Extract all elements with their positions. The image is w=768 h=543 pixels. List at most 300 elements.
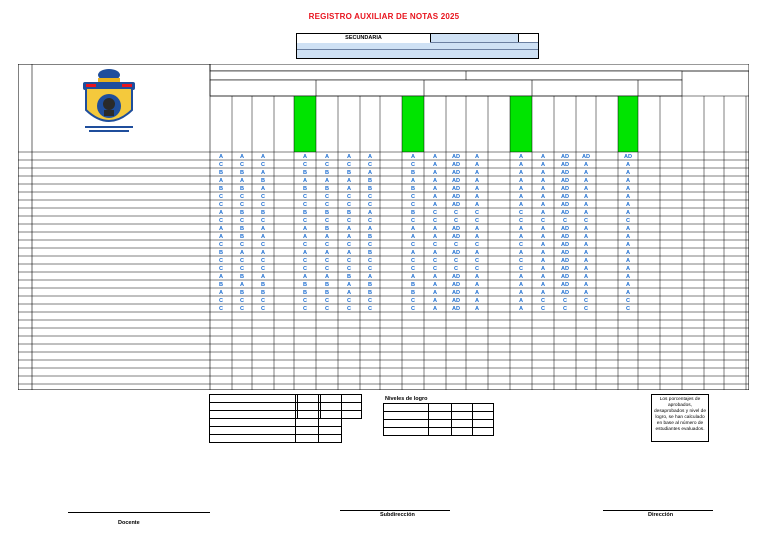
grade-cell[interactable]: C bbox=[410, 298, 416, 305]
grade-cell[interactable]: C bbox=[260, 266, 266, 273]
grade-cell[interactable]: C bbox=[260, 194, 266, 201]
grade-cell[interactable]: C bbox=[432, 258, 438, 265]
grade-cell[interactable]: A bbox=[218, 210, 224, 217]
grade-cell[interactable]: A bbox=[518, 154, 524, 161]
grade-cell[interactable]: C bbox=[540, 298, 546, 305]
grade-cell[interactable]: A bbox=[540, 210, 546, 217]
grade-cell[interactable]: C bbox=[367, 194, 373, 201]
grade-cell[interactable]: A bbox=[583, 186, 589, 193]
grade-cell[interactable]: B bbox=[367, 282, 373, 289]
grade-cell[interactable]: A bbox=[432, 194, 438, 201]
grade-cell[interactable]: C bbox=[346, 202, 352, 209]
grade-cell[interactable]: C bbox=[302, 218, 308, 225]
grade-cell[interactable]: C bbox=[239, 162, 245, 169]
grade-cell[interactable]: A bbox=[239, 282, 245, 289]
grade-cell[interactable]: B bbox=[324, 282, 330, 289]
grade-cell[interactable]: A bbox=[474, 170, 480, 177]
grade-cell[interactable]: B bbox=[367, 186, 373, 193]
grade-cell[interactable]: B bbox=[239, 234, 245, 241]
grade-cell[interactable]: AD bbox=[560, 154, 570, 161]
grade-cell[interactable]: AD bbox=[560, 274, 570, 281]
grade-cell[interactable]: B bbox=[239, 170, 245, 177]
grade-cell[interactable]: AD bbox=[451, 290, 461, 297]
grade-cell[interactable]: A bbox=[239, 178, 245, 185]
grade-cell[interactable]: C bbox=[218, 162, 224, 169]
grade-cell[interactable]: A bbox=[324, 250, 330, 257]
grade-cell[interactable]: C bbox=[432, 266, 438, 273]
grade-cell[interactable]: A bbox=[583, 258, 589, 265]
grade-cell[interactable]: A bbox=[302, 178, 308, 185]
grade-cell[interactable]: C bbox=[367, 258, 373, 265]
grade-cell[interactable]: A bbox=[260, 234, 266, 241]
grade-cell[interactable]: A bbox=[518, 234, 524, 241]
grade-cell[interactable]: C bbox=[324, 258, 330, 265]
grade-cell[interactable]: A bbox=[410, 154, 416, 161]
grade-cell[interactable]: A bbox=[346, 154, 352, 161]
grade-cell[interactable]: AD bbox=[451, 194, 461, 201]
grade-cell[interactable]: C bbox=[453, 210, 459, 217]
grade-cell[interactable]: A bbox=[346, 250, 352, 257]
grade-cell[interactable]: A bbox=[432, 282, 438, 289]
grade-cell[interactable]: AD bbox=[451, 186, 461, 193]
grade-cell[interactable]: A bbox=[324, 274, 330, 281]
grade-cell[interactable]: C bbox=[410, 258, 416, 265]
grade-cell[interactable]: AD bbox=[451, 250, 461, 257]
grade-cell[interactable]: C bbox=[518, 242, 524, 249]
grade-cell[interactable]: C bbox=[474, 266, 480, 273]
grade-cell[interactable]: C bbox=[583, 306, 589, 313]
grade-cell[interactable]: C bbox=[432, 218, 438, 225]
grade-cell[interactable]: A bbox=[302, 226, 308, 233]
grade-cell[interactable]: C bbox=[218, 258, 224, 265]
grade-cell[interactable]: B bbox=[302, 186, 308, 193]
grade-cell[interactable]: C bbox=[453, 242, 459, 249]
grade-cell[interactable]: B bbox=[367, 178, 373, 185]
grade-cell[interactable]: C bbox=[410, 242, 416, 249]
grade-cell[interactable]: A bbox=[625, 178, 631, 185]
grade-cell[interactable]: B bbox=[260, 178, 266, 185]
grade-cell[interactable]: A bbox=[518, 178, 524, 185]
grade-cell[interactable]: A bbox=[625, 226, 631, 233]
grade-cell[interactable]: A bbox=[518, 282, 524, 289]
grade-cell[interactable]: A bbox=[302, 250, 308, 257]
grade-cell[interactable]: C bbox=[218, 306, 224, 313]
grade-cell[interactable]: B bbox=[239, 274, 245, 281]
grade-cell[interactable]: B bbox=[239, 210, 245, 217]
grade-cell[interactable]: B bbox=[346, 274, 352, 281]
grade-cell[interactable]: A bbox=[474, 202, 480, 209]
grade-cell[interactable]: C bbox=[239, 266, 245, 273]
grade-cell[interactable]: A bbox=[518, 170, 524, 177]
grade-cell[interactable]: A bbox=[583, 274, 589, 281]
grade-cell[interactable]: AD bbox=[451, 162, 461, 169]
grade-cell[interactable]: C bbox=[218, 218, 224, 225]
grade-cell[interactable]: C bbox=[218, 202, 224, 209]
grade-cell[interactable]: C bbox=[346, 298, 352, 305]
grade-cell[interactable]: A bbox=[432, 250, 438, 257]
grade-cell[interactable]: AD bbox=[451, 298, 461, 305]
grade-cell[interactable]: A bbox=[518, 250, 524, 257]
grade-cell[interactable]: A bbox=[540, 154, 546, 161]
grade-cell[interactable]: A bbox=[625, 290, 631, 297]
grade-cell[interactable]: A bbox=[260, 170, 266, 177]
grade-cell[interactable]: A bbox=[239, 250, 245, 257]
grade-cell[interactable]: C bbox=[324, 162, 330, 169]
grade-cell[interactable]: A bbox=[474, 282, 480, 289]
grade-cell[interactable]: A bbox=[583, 266, 589, 273]
grade-cell[interactable]: AD bbox=[451, 306, 461, 313]
grade-cell[interactable]: B bbox=[239, 186, 245, 193]
grade-cell[interactable]: A bbox=[346, 226, 352, 233]
grade-cell[interactable]: C bbox=[474, 210, 480, 217]
grade-cell[interactable]: B bbox=[302, 170, 308, 177]
grade-cell[interactable]: AD bbox=[581, 154, 591, 161]
grade-cell[interactable]: C bbox=[410, 194, 416, 201]
grade-cell[interactable]: AD bbox=[623, 154, 633, 161]
grade-cell[interactable]: A bbox=[410, 226, 416, 233]
grade-cell[interactable]: A bbox=[540, 162, 546, 169]
grade-cell[interactable]: C bbox=[474, 218, 480, 225]
grade-cell[interactable]: B bbox=[239, 226, 245, 233]
grade-cell[interactable]: B bbox=[260, 290, 266, 297]
grade-cell[interactable]: A bbox=[302, 274, 308, 281]
grade-cell[interactable]: A bbox=[518, 298, 524, 305]
grade-cell[interactable]: C bbox=[410, 218, 416, 225]
grade-cell[interactable]: B bbox=[367, 250, 373, 257]
grade-cell[interactable]: A bbox=[625, 234, 631, 241]
grade-cell[interactable]: C bbox=[367, 202, 373, 209]
grade-cell[interactable]: C bbox=[410, 266, 416, 273]
grade-cell[interactable]: A bbox=[540, 290, 546, 297]
grade-cell[interactable]: C bbox=[239, 242, 245, 249]
grade-cell[interactable]: A bbox=[583, 170, 589, 177]
grade-cell[interactable]: AD bbox=[451, 274, 461, 281]
grade-cell[interactable]: A bbox=[583, 210, 589, 217]
grade-cell[interactable]: AD bbox=[451, 282, 461, 289]
grade-cell[interactable]: A bbox=[239, 154, 245, 161]
grade-cell[interactable]: B bbox=[324, 170, 330, 177]
grade-cell[interactable]: A bbox=[583, 226, 589, 233]
grade-cell[interactable]: A bbox=[540, 242, 546, 249]
grade-cell[interactable]: A bbox=[540, 250, 546, 257]
grade-cell[interactable]: AD bbox=[560, 178, 570, 185]
grade-cell[interactable]: A bbox=[367, 274, 373, 281]
grade-cell[interactable]: A bbox=[260, 250, 266, 257]
grade-cell[interactable]: A bbox=[583, 178, 589, 185]
grade-cell[interactable]: A bbox=[474, 290, 480, 297]
grade-cell[interactable]: C bbox=[239, 298, 245, 305]
grade-cell[interactable]: C bbox=[260, 202, 266, 209]
grade-cell[interactable]: B bbox=[324, 210, 330, 217]
grade-cell[interactable]: A bbox=[410, 274, 416, 281]
grade-cell[interactable]: A bbox=[346, 178, 352, 185]
grade-cell[interactable]: A bbox=[625, 258, 631, 265]
grade-cell[interactable]: C bbox=[302, 306, 308, 313]
grade-cell[interactable]: AD bbox=[451, 154, 461, 161]
grade-cell[interactable]: A bbox=[583, 242, 589, 249]
grade-cell[interactable]: C bbox=[474, 242, 480, 249]
grade-cell[interactable]: A bbox=[474, 194, 480, 201]
grade-cell[interactable]: A bbox=[260, 154, 266, 161]
grade-cell[interactable]: A bbox=[540, 178, 546, 185]
grade-cell[interactable]: C bbox=[346, 162, 352, 169]
grade-cell[interactable]: C bbox=[302, 194, 308, 201]
grade-cell[interactable]: A bbox=[540, 170, 546, 177]
grade-cell[interactable]: A bbox=[218, 274, 224, 281]
grade-cell[interactable]: C bbox=[302, 242, 308, 249]
grade-cell[interactable]: A bbox=[540, 258, 546, 265]
grade-cell[interactable]: A bbox=[260, 186, 266, 193]
grade-cell[interactable]: A bbox=[583, 234, 589, 241]
grade-cell[interactable]: A bbox=[432, 298, 438, 305]
grade-cell[interactable]: C bbox=[625, 218, 631, 225]
grade-cell[interactable]: B bbox=[239, 290, 245, 297]
grade-cell[interactable]: C bbox=[367, 242, 373, 249]
grade-cell[interactable]: C bbox=[302, 162, 308, 169]
grade-cell[interactable]: A bbox=[218, 226, 224, 233]
grade-cell[interactable]: A bbox=[367, 170, 373, 177]
grade-cell[interactable]: A bbox=[474, 298, 480, 305]
grade-cell[interactable]: A bbox=[432, 202, 438, 209]
grade-cell[interactable]: A bbox=[540, 282, 546, 289]
grade-cell[interactable]: AD bbox=[451, 226, 461, 233]
grade-cell[interactable]: A bbox=[218, 178, 224, 185]
grade-cell[interactable]: A bbox=[367, 226, 373, 233]
grade-cell[interactable]: A bbox=[474, 234, 480, 241]
grade-cell[interactable]: B bbox=[346, 210, 352, 217]
grade-cell[interactable]: C bbox=[432, 242, 438, 249]
grade-cell[interactable]: A bbox=[260, 226, 266, 233]
grade-cell[interactable]: C bbox=[324, 218, 330, 225]
grade-cell[interactable]: B bbox=[367, 234, 373, 241]
grade-cell[interactable]: B bbox=[218, 282, 224, 289]
grade-cell[interactable]: AD bbox=[560, 186, 570, 193]
grade-cell[interactable]: C bbox=[239, 306, 245, 313]
grade-cell[interactable]: C bbox=[367, 306, 373, 313]
grade-cell[interactable]: C bbox=[453, 218, 459, 225]
grade-cell[interactable]: AD bbox=[451, 234, 461, 241]
grade-cell[interactable]: A bbox=[540, 202, 546, 209]
grade-cell[interactable]: C bbox=[346, 306, 352, 313]
grade-cell[interactable]: B bbox=[324, 290, 330, 297]
grade-cell[interactable]: C bbox=[218, 298, 224, 305]
grade-cell[interactable]: A bbox=[625, 210, 631, 217]
grade-cell[interactable]: C bbox=[583, 218, 589, 225]
grade-cell[interactable]: A bbox=[518, 290, 524, 297]
grade-cell[interactable]: B bbox=[302, 210, 308, 217]
grade-cell[interactable]: AD bbox=[560, 162, 570, 169]
grade-cell[interactable]: C bbox=[324, 194, 330, 201]
grade-cell[interactable]: C bbox=[453, 258, 459, 265]
grade-cell[interactable]: A bbox=[518, 274, 524, 281]
grade-cell[interactable]: A bbox=[432, 170, 438, 177]
grade-cell[interactable]: A bbox=[540, 186, 546, 193]
grade-cell[interactable]: A bbox=[410, 234, 416, 241]
grade-cell[interactable]: A bbox=[432, 226, 438, 233]
grade-cell[interactable]: C bbox=[410, 202, 416, 209]
grade-cell[interactable]: C bbox=[239, 258, 245, 265]
grade-cell[interactable]: C bbox=[218, 266, 224, 273]
grade-cell[interactable]: AD bbox=[560, 282, 570, 289]
grade-cell[interactable]: AD bbox=[560, 170, 570, 177]
grade-cell[interactable]: A bbox=[625, 194, 631, 201]
grade-cell[interactable]: A bbox=[367, 210, 373, 217]
grade-cell[interactable]: A bbox=[583, 290, 589, 297]
grade-cell[interactable]: C bbox=[324, 298, 330, 305]
grade-cell[interactable]: C bbox=[583, 298, 589, 305]
grade-cell[interactable]: C bbox=[324, 266, 330, 273]
grade-cell[interactable]: C bbox=[346, 266, 352, 273]
grade-cell[interactable]: A bbox=[518, 194, 524, 201]
grade-cell[interactable]: C bbox=[324, 202, 330, 209]
grade-cell[interactable]: C bbox=[367, 162, 373, 169]
grade-cell[interactable]: AD bbox=[451, 178, 461, 185]
grade-cell[interactable]: AD bbox=[451, 202, 461, 209]
grade-cell[interactable]: C bbox=[410, 306, 416, 313]
grade-cell[interactable]: C bbox=[260, 258, 266, 265]
grade-cell[interactable]: C bbox=[302, 258, 308, 265]
grade-cell[interactable]: AD bbox=[451, 170, 461, 177]
grade-cell[interactable]: A bbox=[625, 250, 631, 257]
grade-cell[interactable]: A bbox=[518, 162, 524, 169]
grade-cell[interactable]: B bbox=[302, 282, 308, 289]
grade-cell[interactable]: A bbox=[540, 266, 546, 273]
grade-cell[interactable]: A bbox=[583, 250, 589, 257]
grade-cell[interactable]: A bbox=[583, 282, 589, 289]
grade-cell[interactable]: C bbox=[302, 202, 308, 209]
grade-cell[interactable]: C bbox=[324, 306, 330, 313]
grade-cell[interactable]: C bbox=[302, 298, 308, 305]
grade-cell[interactable]: A bbox=[540, 274, 546, 281]
grade-cell[interactable]: B bbox=[410, 290, 416, 297]
grade-cell[interactable]: AD bbox=[560, 202, 570, 209]
grade-cell[interactable]: A bbox=[474, 306, 480, 313]
grade-cell[interactable]: C bbox=[260, 242, 266, 249]
grade-cell[interactable]: A bbox=[540, 234, 546, 241]
grade-cell[interactable]: C bbox=[260, 162, 266, 169]
grade-cell[interactable]: AD bbox=[560, 258, 570, 265]
grade-cell[interactable]: A bbox=[625, 170, 631, 177]
grade-cell[interactable]: A bbox=[432, 178, 438, 185]
grade-cell[interactable]: C bbox=[562, 218, 568, 225]
grade-cell[interactable]: A bbox=[346, 282, 352, 289]
grade-cell[interactable]: A bbox=[367, 154, 373, 161]
grade-cell[interactable]: A bbox=[410, 178, 416, 185]
grade-cell[interactable]: C bbox=[453, 266, 459, 273]
grade-cell[interactable]: A bbox=[432, 274, 438, 281]
grade-cell[interactable]: A bbox=[302, 154, 308, 161]
grade-cell[interactable]: B bbox=[218, 170, 224, 177]
grade-cell[interactable]: A bbox=[625, 186, 631, 193]
grade-cell[interactable]: AD bbox=[560, 210, 570, 217]
grade-cell[interactable]: C bbox=[367, 298, 373, 305]
grade-cell[interactable]: AD bbox=[560, 234, 570, 241]
grade-cell[interactable]: C bbox=[518, 258, 524, 265]
grade-cell[interactable]: A bbox=[518, 226, 524, 233]
grade-cell[interactable]: C bbox=[562, 306, 568, 313]
grade-cell[interactable]: AD bbox=[560, 266, 570, 273]
grade-cell[interactable]: C bbox=[540, 218, 546, 225]
grade-cell[interactable]: A bbox=[324, 154, 330, 161]
grade-cell[interactable]: A bbox=[260, 274, 266, 281]
grade-cell[interactable]: B bbox=[410, 210, 416, 217]
grade-cell[interactable]: A bbox=[432, 186, 438, 193]
grade-cell[interactable]: B bbox=[260, 282, 266, 289]
grade-cell[interactable]: A bbox=[625, 242, 631, 249]
grade-cell[interactable]: C bbox=[367, 218, 373, 225]
grade-cell[interactable]: B bbox=[410, 282, 416, 289]
grade-cell[interactable]: A bbox=[324, 234, 330, 241]
grade-cell[interactable]: C bbox=[432, 210, 438, 217]
grade-cell[interactable]: C bbox=[260, 298, 266, 305]
grade-cell[interactable]: A bbox=[218, 154, 224, 161]
grade-cell[interactable]: C bbox=[218, 194, 224, 201]
grade-cell[interactable]: A bbox=[625, 282, 631, 289]
grade-cell[interactable]: B bbox=[346, 170, 352, 177]
grade-cell[interactable]: B bbox=[324, 186, 330, 193]
grade-cell[interactable]: C bbox=[346, 194, 352, 201]
grade-cell[interactable]: A bbox=[218, 234, 224, 241]
grade-cell[interactable]: A bbox=[540, 194, 546, 201]
grade-cell[interactable]: A bbox=[346, 186, 352, 193]
grade-cell[interactable]: AD bbox=[560, 242, 570, 249]
grade-cell[interactable]: A bbox=[583, 162, 589, 169]
grade-cell[interactable]: C bbox=[218, 242, 224, 249]
grade-cell[interactable]: AD bbox=[560, 194, 570, 201]
grade-cell[interactable]: C bbox=[239, 218, 245, 225]
grade-cell[interactable]: C bbox=[260, 218, 266, 225]
grade-cell[interactable]: A bbox=[474, 186, 480, 193]
grade-cell[interactable]: AD bbox=[560, 290, 570, 297]
grade-cell[interactable]: C bbox=[239, 194, 245, 201]
grade-cell[interactable]: B bbox=[260, 210, 266, 217]
grade-cell[interactable]: C bbox=[410, 162, 416, 169]
grade-cell[interactable]: C bbox=[239, 202, 245, 209]
grade-cell[interactable]: C bbox=[518, 266, 524, 273]
grade-cell[interactable]: C bbox=[302, 266, 308, 273]
grade-cell[interactable]: C bbox=[518, 210, 524, 217]
grade-cell[interactable]: C bbox=[562, 298, 568, 305]
grade-cell[interactable]: A bbox=[518, 306, 524, 313]
grade-cell[interactable]: C bbox=[625, 306, 631, 313]
grade-cell[interactable]: A bbox=[432, 234, 438, 241]
grade-cell[interactable]: A bbox=[540, 226, 546, 233]
grade-cell[interactable]: A bbox=[625, 266, 631, 273]
grade-cell[interactable]: A bbox=[346, 234, 352, 241]
grade-cell[interactable]: A bbox=[346, 290, 352, 297]
grade-cell[interactable]: C bbox=[474, 258, 480, 265]
grade-cell[interactable]: A bbox=[583, 194, 589, 201]
grade-cell[interactable]: A bbox=[625, 274, 631, 281]
grade-cell[interactable]: A bbox=[432, 154, 438, 161]
grade-cell[interactable]: A bbox=[474, 178, 480, 185]
grade-cell[interactable]: C bbox=[346, 258, 352, 265]
grade-cell[interactable]: A bbox=[410, 250, 416, 257]
grade-cell[interactable]: A bbox=[432, 290, 438, 297]
grade-cell[interactable]: B bbox=[410, 170, 416, 177]
grade-cell[interactable]: C bbox=[260, 306, 266, 313]
grade-cell[interactable]: B bbox=[302, 290, 308, 297]
grade-cell[interactable]: A bbox=[474, 250, 480, 257]
grade-cell[interactable]: A bbox=[518, 186, 524, 193]
grade-cell[interactable]: C bbox=[540, 306, 546, 313]
grade-cell[interactable]: AD bbox=[560, 250, 570, 257]
grade-cell[interactable]: B bbox=[218, 186, 224, 193]
grade-cell[interactable]: A bbox=[625, 202, 631, 209]
grade-cell[interactable]: A bbox=[474, 274, 480, 281]
grade-cell[interactable]: A bbox=[324, 178, 330, 185]
grade-cell[interactable]: A bbox=[302, 234, 308, 241]
